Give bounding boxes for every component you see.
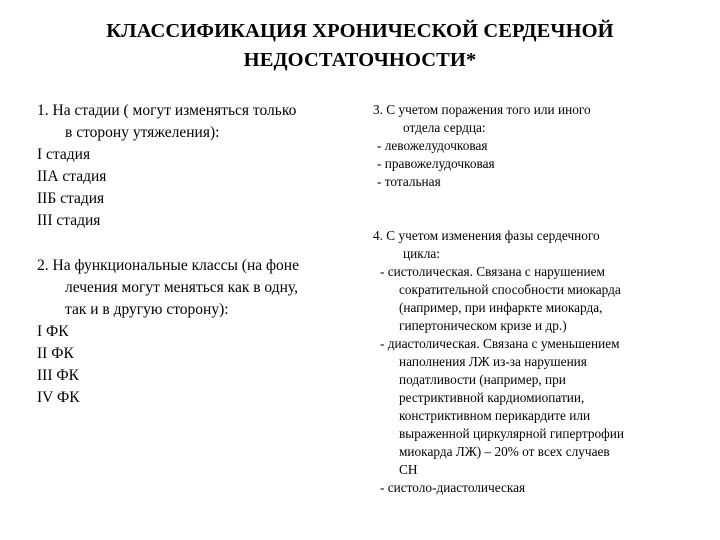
stage-item: III стадия [37, 212, 101, 229]
stage-item: IIБ стадия [37, 190, 105, 207]
systolic-detail: гипертоническом кризе и др.) [399, 318, 567, 333]
class-item: IV ФК [37, 389, 80, 406]
class-item: II ФК [37, 345, 74, 362]
phase-section [373, 227, 703, 497]
diastolic-detail: СН [399, 462, 418, 477]
lesion-section [373, 101, 703, 191]
functional-classes-section [37, 255, 357, 409]
diastolic-detail: рестриктивной кардиомиопатии, [399, 390, 585, 405]
phase-heading: 4. С учетом изменения фазы сердечного [373, 228, 600, 243]
title-line-1: КЛАССИФИКАЦИЯ ХРОНИЧЕСКОЙ СЕРДЕЧНОЙ [106, 20, 614, 42]
diastolic-detail: податливости (например, при [399, 372, 566, 387]
lesion-item: - левожелудочковая [377, 138, 488, 153]
diastolic-detail: миокарда ЛЖ) – 20% от всех случаев [399, 444, 610, 459]
lesion-heading-cont: отдела сердца: [403, 120, 486, 135]
stages-section [37, 100, 357, 232]
lesion-heading: 3. С учетом поражения того или иного [373, 102, 591, 117]
diastolic-detail: наполнения ЛЖ из-за нарушения [399, 354, 587, 369]
systolic-detail: сократительной способности миокарда [399, 282, 621, 297]
lesion-item: - тотальная [377, 174, 441, 189]
classes-heading-cont-2: так и в другую сторону): [65, 301, 229, 318]
classes-heading: 2. На функциональные классы (на фоне [37, 257, 299, 274]
diastolic-item: - диастолическая. Связана с уменьшением [380, 336, 620, 351]
classes-heading-cont-1: лечения могут меняться как в одну, [65, 279, 298, 296]
title-line-2: НЕДОСТАТОЧНОСТИ* [243, 49, 477, 71]
left-column [37, 100, 357, 409]
systolic-diastolic-item: - систоло-диастолическая [380, 480, 526, 495]
systolic-item: - систолическая. Связана с нарушением [380, 264, 605, 279]
diastolic-detail: констриктивном перикардите или [399, 408, 591, 423]
phase-heading-cont: цикла: [403, 246, 440, 261]
stages-heading: 1. На стадии ( могут изменяться только [37, 102, 297, 119]
class-item: III ФК [37, 367, 79, 384]
systolic-detail: (например, при инфаркте миокарда, [399, 300, 603, 315]
right-column [373, 101, 703, 497]
stage-item: IIА стадия [37, 168, 107, 185]
lesion-item: - правожелудочковая [377, 156, 495, 171]
page-title [0, 17, 720, 75]
diastolic-detail: выраженной циркулярной гипертрофии [399, 426, 624, 441]
stage-item: I стадия [37, 146, 91, 163]
stages-heading-cont: в сторону утяжеления): [65, 124, 220, 141]
class-item: I ФК [37, 323, 69, 340]
